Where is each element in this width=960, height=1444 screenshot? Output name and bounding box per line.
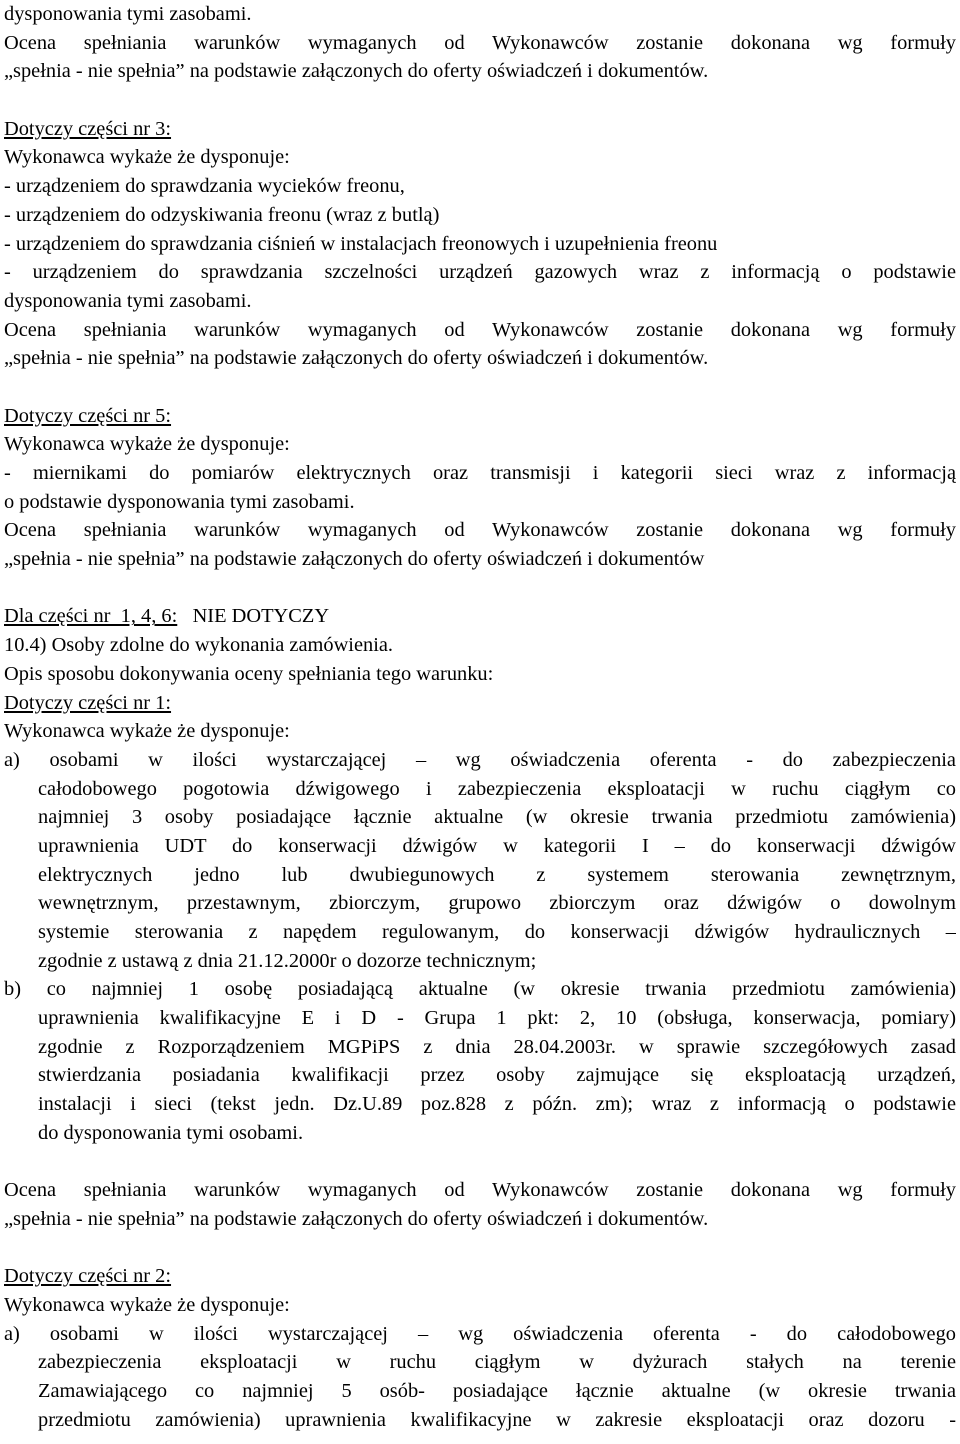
part-heading	[4, 1262, 956, 1291]
spacer	[4, 373, 956, 402]
section-method: Opis sposobu dokonywania oceny spełniania tego warunku:	[4, 662, 494, 685]
not-applicable-label: Dla części nr 1, 4, 6:	[4, 605, 178, 628]
list-item-b-line: stwierdzania posiadania kwalifikacji przez osoby zajmujące się eksploatacją urządzeń,	[38, 1064, 956, 1087]
spacer	[4, 86, 956, 115]
not-applicable-line	[4, 602, 956, 631]
evaluation-line: Ocena spełniania warunków wymaganych od Wykonawców zostanie dokonana wg formuły	[4, 318, 956, 341]
evaluation-line: „spełnia - nie spełnia” na podstawie załączonych do oferty oświadczeń i dokumentów	[4, 548, 705, 571]
section-title: 10.4) Osoby zdolne do wykonania zamówienia.	[4, 634, 394, 657]
intro-line: Wykonawca wykaże że dysponuje:	[4, 146, 290, 169]
evaluation-line: „spełnia - nie spełnia” na podstawie załączonych do oferty oświadczeń i dokumentów.	[4, 1207, 709, 1230]
list-item: - urządzeniem do odzyskiwania freonu (wraz z butlą)	[4, 203, 440, 226]
paragraph-line: dysponowania tymi zasobami.	[4, 289, 252, 312]
list-item-b-line: do dysponowania tymi osobami.	[38, 1121, 304, 1144]
list-item-a-line: systemie sterowania z napędem regulowanym, do konserwacji dźwigów hydraulicznych –	[38, 921, 956, 943]
list-item-b-line: zgodnie z Rozporządzeniem MGPiPS z dnia 28.04.2003r. w sprawie szczegółowych zasad	[38, 1035, 956, 1058]
part-heading	[4, 115, 956, 144]
list-item-a-line: przedmiotu zamówienia) uprawnienia kwalifikacyjne w zakresie eksploatacji oraz dozoru -	[38, 1408, 956, 1431]
document-page	[4, 0, 956, 1434]
intro-line: Wykonawca wykaże że dysponuje:	[4, 1293, 290, 1316]
list-item-a-line: całodobowego pogotowia dźwigowego i zabezpieczenia eksploatacji w ruchu ciągłym co	[38, 777, 956, 800]
list-item-a-line: zgodnie z ustawą z dnia 21.12.2000r o dozorze technicznym;	[38, 949, 537, 972]
not-applicable-value: NIE DOTYCZY	[192, 605, 330, 628]
spacer	[4, 1234, 956, 1263]
list-item-a-line: uprawnienia UDT do konserwacji dźwigów w kategorii I – do konserwacji dźwigów	[38, 834, 956, 857]
list-item-a-line: najmniej 3 osoby posiadające łącznie aktualne (w okresie trwania przedmiotu zamówienia)	[38, 806, 956, 829]
list-item: - urządzeniem do sprawdzania szczelności urządzeń gazowych wraz z informacją o podstawie	[4, 261, 956, 284]
intro-line: Wykonawca wykaże że dysponuje:	[4, 433, 290, 456]
part-heading-text: Dotyczy części nr 5:	[4, 404, 172, 427]
intro-line: Wykonawca wykaże że dysponuje:	[4, 720, 290, 743]
part-heading-text: Dotyczy części nr 1:	[4, 691, 172, 714]
evaluation-line: „spełnia - nie spełnia” na podstawie załączonych do oferty oświadczeń i dokumentów.	[4, 347, 709, 370]
list-item-a-line: wewnętrznym, przestawnym, zbiorczym, grupowo zbiorczym oraz dźwigów o dowolnym	[38, 892, 956, 915]
list-item-a: a) osobami w ilości wystarczającej – wg oświadczenia oferenta - do zabezpieczenia	[4, 748, 956, 771]
list-item-b-line: uprawnienia kwalifikacyjne E i D - Grupa 1 pkt: 2, 10 (obsługa, konserwacja, pomiary)	[38, 1007, 956, 1030]
part-heading-text: Dotyczy części nr 2:	[4, 1265, 172, 1288]
spacer	[4, 574, 956, 603]
part-heading	[4, 689, 956, 718]
list-item-a-line: elektrycznych jedno lub dwubiegunowych z systemem sterowania zewnętrznym,	[38, 863, 956, 886]
list-item: o podstawie dysponowania tymi zasobami.	[4, 490, 355, 513]
evaluation-line: „spełnia - nie spełnia” na podstawie załączonych do oferty oświadczeń i dokumentów.	[4, 60, 709, 83]
spacer	[4, 1148, 956, 1177]
list-item-a-line: Zamawiającego co najmniej 5 osób- posiadające łącznie aktualne (w okresie trwania	[38, 1380, 956, 1402]
list-item-b-line: instalacji i sieci (tekst jedn. Dz.U.89 poz.828 z późn. zm); wraz z informacją o podstawie	[38, 1093, 956, 1116]
evaluation-line: Ocena spełniania warunków wymaganych od Wykonawców zostanie dokonana wg formuły	[4, 519, 956, 542]
evaluation-line: Ocena spełniania warunków wymaganych od Wykonawców zostanie dokonana wg formuły	[4, 1179, 956, 1202]
list-item: - miernikami do pomiarów elektrycznych oraz transmisji i kategorii sieci wraz z informacją	[4, 462, 956, 484]
list-item: - urządzeniem do sprawdzania ciśnień w instalacjach freonowych i uzupełnienia freonu	[4, 232, 718, 255]
list-item-a-line: zabezpieczenia eksploatacji w ruchu ciągłym w dyżurach stałych na terenie	[38, 1351, 956, 1374]
list-item-b: b) co najmniej 1 osobę posiadającą aktualne (w okresie trwania przedmiotu zamówienia)	[4, 978, 956, 1001]
part-heading	[4, 402, 956, 431]
paragraph-line: dysponowania tymi zasobami.	[4, 3, 252, 25]
evaluation-line: Ocena spełniania warunków wymaganych od Wykonawców zostanie dokonana wg formuły	[4, 31, 956, 54]
list-item-a: a) osobami w ilości wystarczającej – wg oświadczenia oferenta - do całodobowego	[4, 1322, 956, 1345]
list-item: - urządzeniem do sprawdzania wycieków freonu,	[4, 175, 405, 198]
part-heading-text: Dotyczy części nr 3:	[4, 117, 172, 140]
